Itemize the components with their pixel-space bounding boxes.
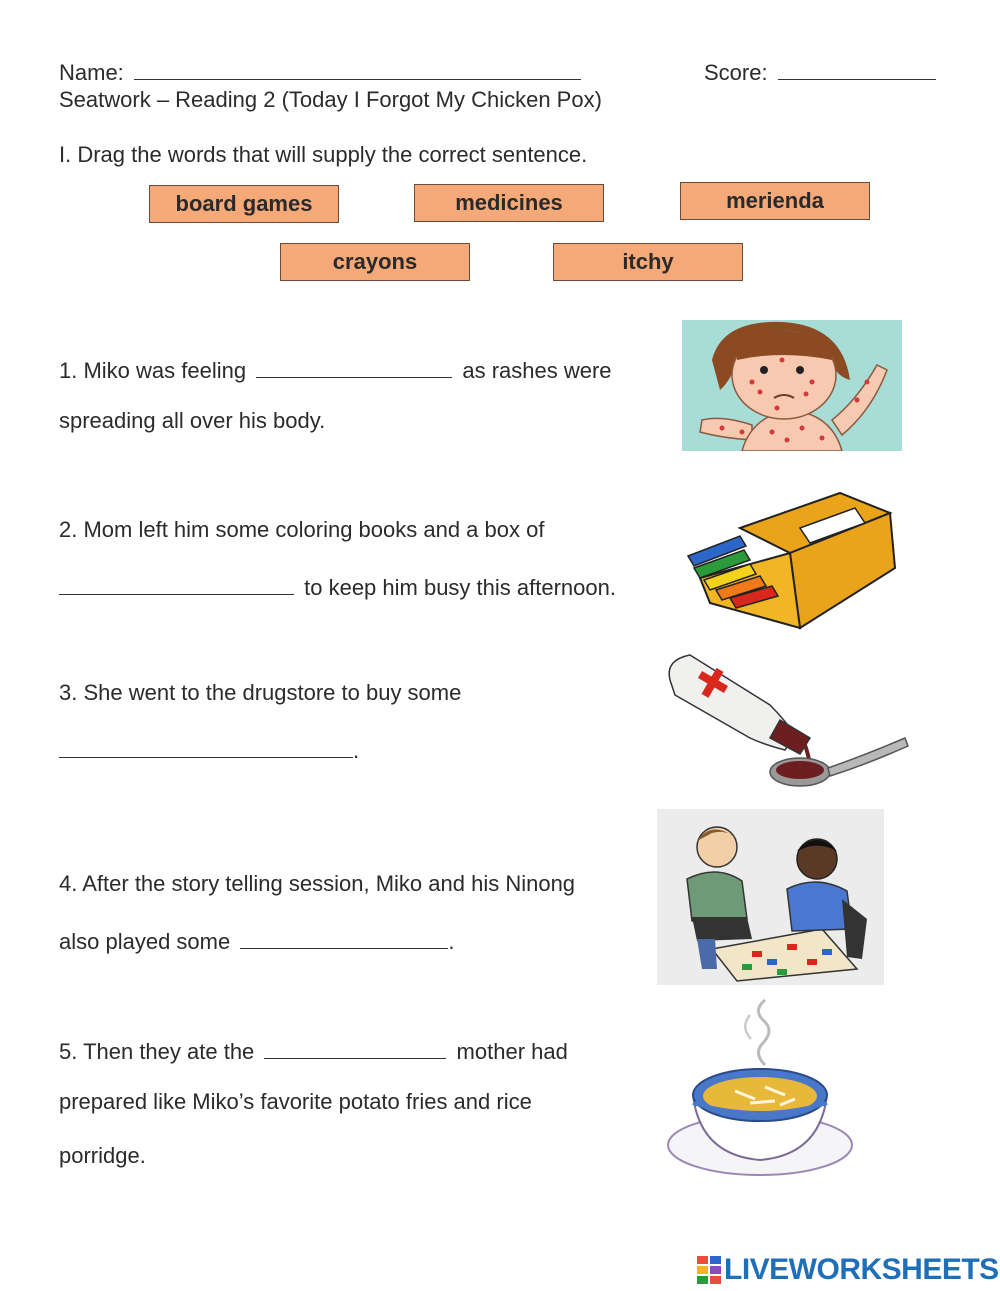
medicine-bottle-spoon-image <box>660 650 912 790</box>
word-chip-merienda[interactable]: merienda <box>680 182 870 220</box>
question-3-line-2: . <box>59 734 359 764</box>
answer-blank-3[interactable] <box>59 734 353 758</box>
question-4-line-2: also played some . <box>59 925 454 955</box>
liveworksheets-logo-text: LIVEWORKSHEETS <box>724 1253 999 1286</box>
question-4-line-1: 4. After the story telling session, Miko and his Ninong <box>59 871 576 896</box>
question-3-line-1: 3. She went to the drugstore to buy some <box>59 680 462 705</box>
name-label: Name: <box>59 59 581 86</box>
score-label: Score: <box>704 59 936 86</box>
liveworksheets-logo-icon <box>697 1256 721 1284</box>
answer-blank-2[interactable] <box>59 571 294 595</box>
bowl-of-porridge-image <box>665 995 860 1190</box>
instruction-text: I. Drag the words that will supply the correct sentence. <box>59 142 588 167</box>
crayon-box-image <box>680 488 902 640</box>
girl-with-chicken-pox-image <box>682 320 902 451</box>
answer-blank-5[interactable] <box>264 1035 446 1059</box>
boys-playing-board-game-image <box>657 809 884 985</box>
question-5-line-1: 5. Then they ate the mother had <box>59 1035 568 1065</box>
question-2-line-1: 2. Mom left him some coloring books and a box of <box>59 517 545 542</box>
word-chip-itchy[interactable]: itchy <box>553 243 743 281</box>
worksheet-subtitle: Seatwork – Reading 2 (Today I Forgot My Chicken Pox) <box>59 87 602 112</box>
answer-blank-4[interactable] <box>240 925 448 949</box>
question-5-line-3: porridge. <box>59 1143 146 1168</box>
word-chip-medicines[interactable]: medicines <box>414 184 604 222</box>
word-chip-board-games[interactable]: board games <box>149 185 339 223</box>
question-1-line-2: spreading all over his body. <box>59 408 326 433</box>
question-1-line-1: 1. Miko was feeling as rashes were <box>59 354 612 384</box>
score-line <box>778 59 936 80</box>
liveworksheets-logo <box>697 1254 999 1286</box>
question-2-line-2: to keep him busy this afternoon. <box>59 571 616 601</box>
word-chip-crayons[interactable]: crayons <box>280 243 470 281</box>
question-5-line-2: prepared like Miko’s favorite potato fries and rice <box>59 1089 532 1114</box>
answer-blank-1[interactable] <box>256 354 452 378</box>
name-line[interactable] <box>134 59 581 80</box>
